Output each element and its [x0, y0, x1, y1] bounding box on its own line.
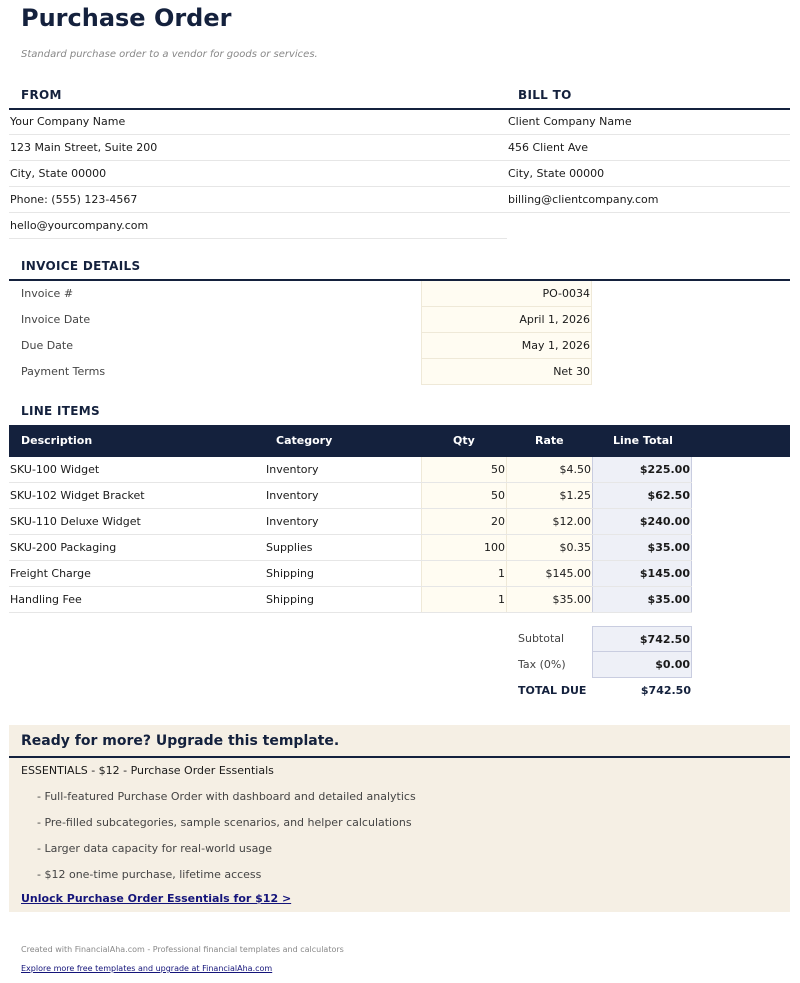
from-line: Your Company Name [9, 109, 507, 135]
table-row [9, 509, 692, 535]
item-category[interactable]: Inventory [266, 463, 319, 476]
upgrade-panel [9, 725, 790, 912]
item-category[interactable]: Shipping [266, 593, 314, 606]
item-description[interactable]: Handling Fee [10, 593, 82, 606]
from-line: City, State 00000 [9, 161, 507, 187]
item-description[interactable]: Freight Charge [10, 567, 91, 580]
table-row [9, 483, 692, 509]
item-rate[interactable]: $1.25 [506, 483, 592, 508]
item-line-total: $35.00 [592, 535, 692, 560]
invoice-details-heading: INVOICE DETAILS [21, 259, 141, 273]
from-line: 123 Main Street, Suite 200 [9, 135, 507, 161]
item-rate[interactable]: $0.35 [506, 535, 592, 560]
item-description[interactable]: SKU-102 Widget Bracket [10, 489, 145, 502]
col-category: Category [276, 434, 333, 447]
upgrade-bullet: - Larger data capacity for real-world usage [37, 842, 273, 855]
bill-to-line: Client Company Name [507, 109, 790, 135]
invoice-details-rule [9, 279, 790, 281]
col-rate: Rate [535, 434, 564, 447]
upgrade-rule [9, 756, 790, 758]
upgrade-bullet: - $12 one-time purchase, lifetime access [37, 868, 262, 881]
item-line-total: $145.00 [592, 561, 692, 586]
item-category[interactable]: Inventory [266, 489, 319, 502]
item-category[interactable]: Supplies [266, 541, 313, 554]
item-line-total: $62.50 [592, 483, 692, 508]
payment-terms-value[interactable]: Net 30 [421, 359, 592, 385]
upgrade-plan: ESSENTIALS - $12 - Purchase Order Essentials [21, 764, 274, 777]
line-items-header [9, 425, 790, 457]
invoice-date-value[interactable]: April 1, 2026 [421, 307, 592, 333]
col-line-total: Line Total [613, 434, 673, 447]
upgrade-heading: Ready for more? Upgrade this template. [21, 733, 340, 749]
item-category[interactable]: Inventory [266, 515, 319, 528]
table-row [9, 457, 692, 483]
page-subtitle: Standard purchase order to a vendor for goods or services. [21, 49, 318, 60]
line-items-heading: LINE ITEMS [21, 404, 100, 418]
item-description[interactable]: SKU-100 Widget [10, 463, 100, 476]
table-row [9, 587, 692, 613]
footer-link[interactable]: Explore more free templates and upgrade at FinancialAha.com [21, 964, 273, 973]
subtotal-label: Subtotal [518, 632, 565, 645]
item-rate[interactable]: $4.50 [506, 457, 592, 482]
item-qty[interactable]: 50 [421, 457, 506, 482]
footer-text: Created with FinancialAha.com - Professional financial templates and calculators [21, 945, 344, 954]
item-qty[interactable]: 100 [421, 535, 506, 560]
total-due-value: $742.50 [640, 684, 691, 697]
upgrade-link[interactable]: Unlock Purchase Order Essentials for $12 > [21, 892, 292, 905]
due-date-value[interactable]: May 1, 2026 [421, 333, 592, 359]
item-qty[interactable]: 20 [421, 509, 506, 534]
tax-label: Tax (0%) [518, 658, 566, 671]
page-title: Purchase Order [21, 4, 232, 32]
table-row [9, 561, 692, 587]
from-line: Phone: (555) 123-4567 [9, 187, 507, 213]
item-line-total: $35.00 [592, 587, 692, 612]
item-rate[interactable]: $35.00 [506, 587, 592, 612]
tax-value: $0.00 [592, 652, 692, 678]
item-qty[interactable]: 1 [421, 561, 506, 586]
bill-to-line: City, State 00000 [507, 161, 790, 187]
due-date-label: Due Date [21, 339, 73, 352]
col-description: Description [21, 434, 93, 447]
bill-to-heading: BILL TO [518, 88, 572, 102]
item-qty[interactable]: 50 [421, 483, 506, 508]
col-qty: Qty [453, 434, 475, 447]
invoice-number-value[interactable]: PO-0034 [421, 281, 592, 307]
item-line-total: $225.00 [592, 457, 692, 482]
bill-to-line: 456 Client Ave [507, 135, 790, 161]
item-qty[interactable]: 1 [421, 587, 506, 612]
item-line-total: $240.00 [592, 509, 692, 534]
invoice-date-label: Invoice Date [21, 313, 91, 326]
from-heading: FROM [21, 88, 62, 102]
table-row [9, 535, 692, 561]
upgrade-bullet: - Full-featured Purchase Order with dashboard and detailed analytics [37, 790, 416, 803]
item-rate[interactable]: $145.00 [506, 561, 592, 586]
item-rate[interactable]: $12.00 [506, 509, 592, 534]
upgrade-bullet: - Pre-filled subcategories, sample scenarios, and helper calculations [37, 816, 412, 829]
item-description[interactable]: SKU-110 Deluxe Widget [10, 515, 141, 528]
from-line: hello@yourcompany.com [9, 213, 507, 239]
total-due-label: TOTAL DUE [518, 684, 587, 697]
subtotal-value: $742.50 [592, 626, 692, 652]
item-category[interactable]: Shipping [266, 567, 314, 580]
invoice-number-label: Invoice # [21, 287, 74, 300]
payment-terms-label: Payment Terms [21, 365, 106, 378]
bill-to-line: billing@clientcompany.com [507, 187, 790, 213]
item-description[interactable]: SKU-200 Packaging [10, 541, 117, 554]
